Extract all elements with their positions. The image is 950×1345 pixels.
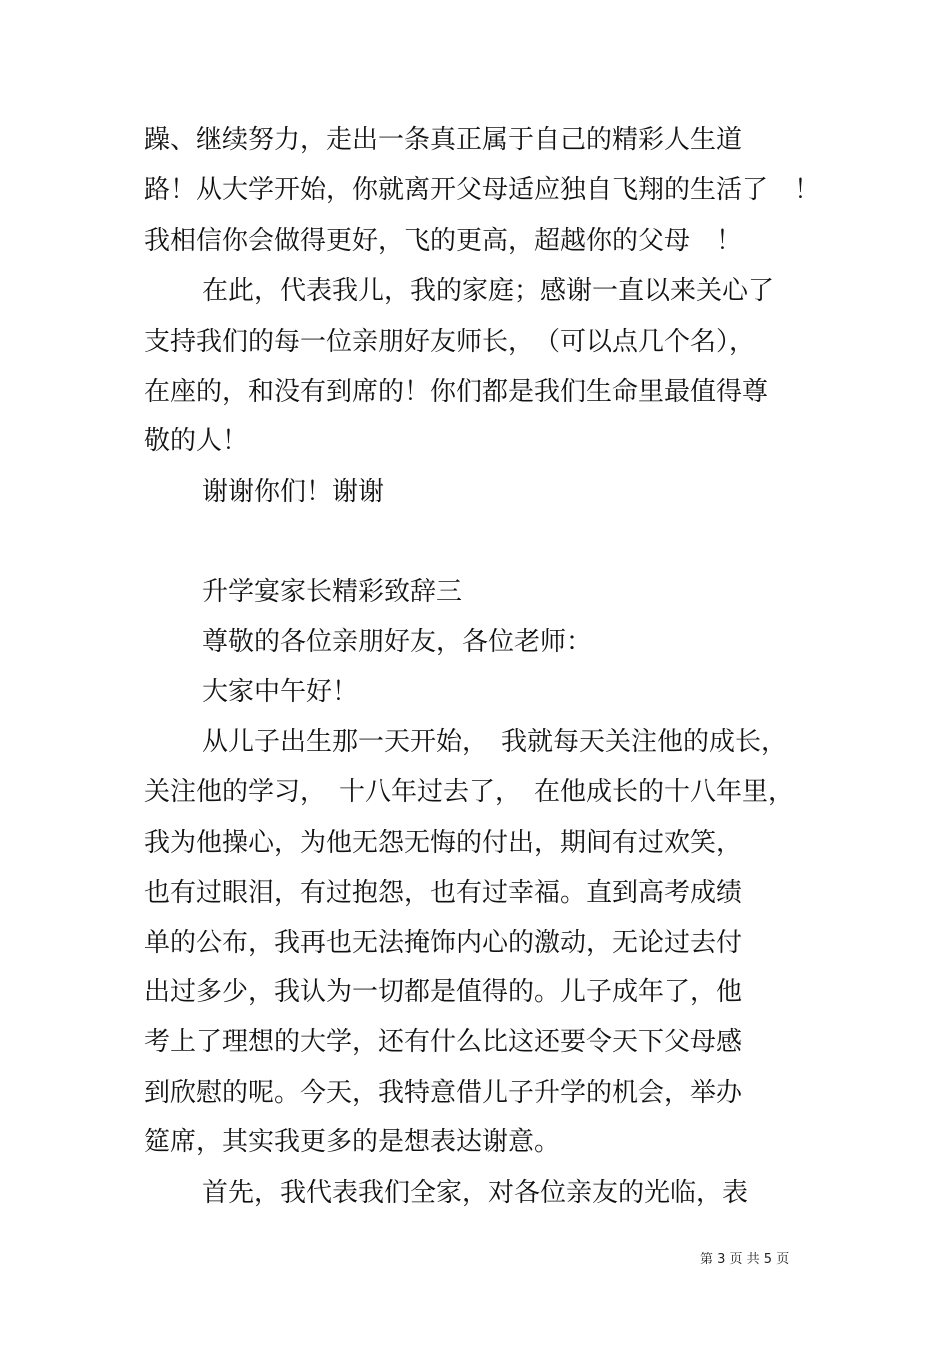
text-line-1: 躁、继续努力，走出一条真正属于自己的精彩人生道	[144, 125, 743, 155]
text-line-14: 我为他操心，为他无怨无悔的付出，期间有过欢笑，	[144, 828, 743, 858]
text-line-6: 在座的，和没有到席的！你们都是我们生命里最值得尊	[144, 377, 769, 407]
text-line-17: 出过多少，我认为一切都是值得的。儿子成年了，他	[144, 977, 743, 1007]
text-line-4: 在此，代表我儿，我的家庭；感谢一直以来关心了	[202, 276, 775, 306]
text-line-5: 支持我们的每一位亲朋好友师长， （可以点几个名），	[144, 327, 756, 357]
text-line-2: 路！从大学开始，你就离开父母适应独自飞翔的生活了 ！	[144, 175, 821, 205]
text-line-3: 我相信你会做得更好，飞的更高，超越你的父母 ！	[144, 226, 743, 256]
salutation-line: 尊敬的各位亲朋好友，各位老师：	[202, 627, 593, 657]
page-number-footer: 第 3 页 共 5 页	[700, 1252, 790, 1267]
text-line-20: 筵席，其实我更多的是想表达谢意。	[144, 1127, 561, 1157]
text-line-8: 谢谢你们！谢谢	[202, 477, 385, 507]
text-line-18: 考上了理想的大学，还有什么比这还要令天下父母感	[144, 1027, 743, 1057]
text-line-19: 到欣慰的呢。今天，我特意借儿子升学的机会，举办	[144, 1078, 743, 1108]
section-title: 升学宴家长精彩致辞三	[202, 577, 463, 607]
text-line-7: 敬的人！	[144, 426, 249, 456]
text-line-12: 从儿子出生那一天开始， 我就每天关注他的成长，	[202, 727, 788, 757]
text-line-21: 首先，我代表我们全家，对各位亲友的光临，表	[202, 1178, 749, 1208]
greeting-line: 大家中午好！	[202, 677, 359, 707]
text-line-13: 关注他的学习， 十八年过去了， 在他成长的十八年里，	[144, 777, 795, 807]
text-line-15: 也有过眼泪，有过抱怨，也有过幸福。直到高考成绩	[144, 878, 743, 908]
text-line-16: 单的公布，我再也无法掩饰内心的激动，无论过去付	[144, 928, 743, 958]
